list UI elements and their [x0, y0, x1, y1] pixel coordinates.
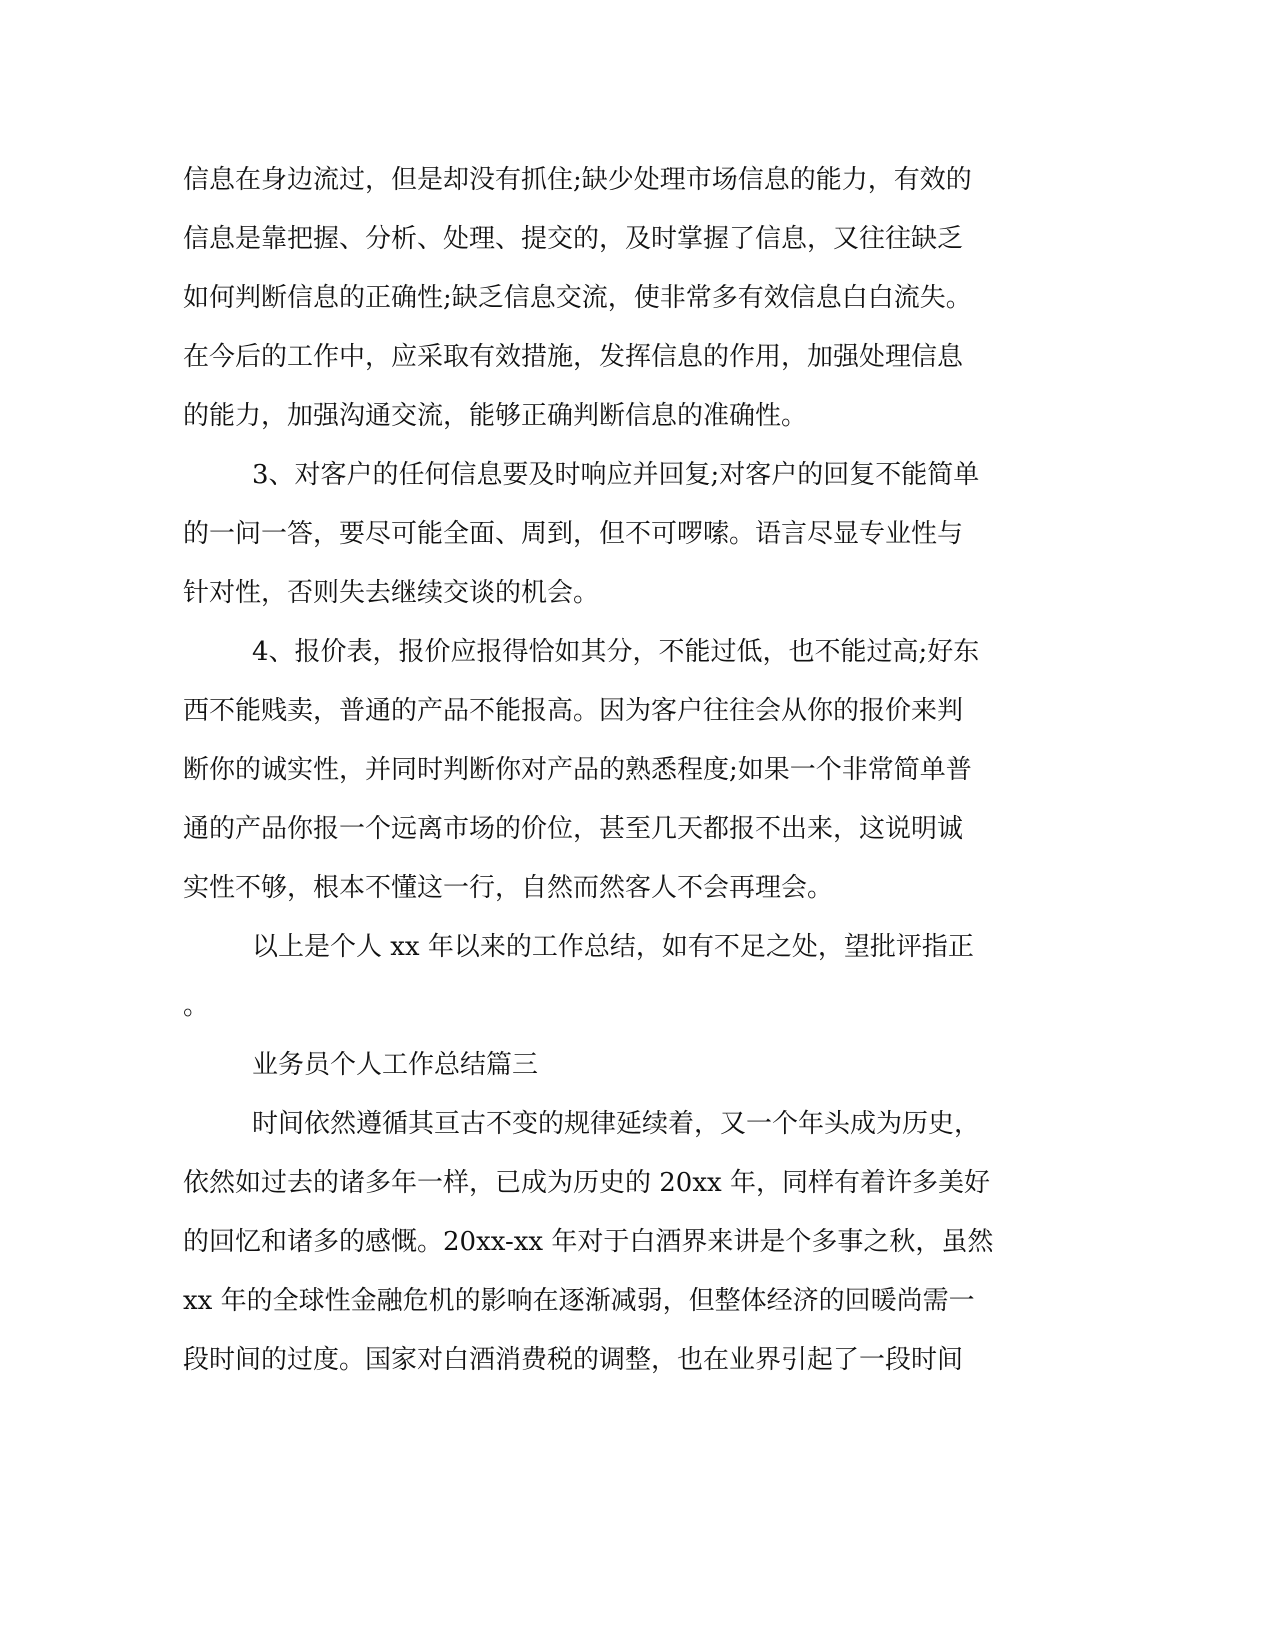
text-line: 依然如过去的诸多年一样，已成为历史的 20xx 年，同样有着许多美好 [183, 1168, 990, 1198]
text-line: 时间依然遵循其亘古不变的规律延续着，又一个年头成为历史， [252, 1109, 981, 1139]
text-line: 实性不够，根本不懂这一行，自然而然客人不会再理会。 [183, 873, 834, 903]
text-line: 4、报价表，报价应报得恰如其分，不能过低，也不能过高;好东 [252, 637, 980, 667]
text-line: 针对性，否则失去继续交谈的机会。 [183, 578, 600, 608]
section-heading: 业务员个人工作总结篇三 [252, 1050, 539, 1080]
text-line: 西不能贱卖，普通的产品不能报高。因为客户往往会从你的报价来判 [183, 696, 964, 726]
text-line: 的回忆和诸多的感慨。20xx-xx 年对于白酒界来讲是个多事之秋，虽然 [183, 1227, 994, 1257]
text-line: 以上是个人 xx 年以来的工作总结，如有不足之处，望批评指正 [252, 932, 974, 962]
text-line: 通的产品你报一个远离市场的价位，甚至几天都报不出来，这说明诚 [183, 814, 964, 844]
text-line: 3、对客户的任何信息要及时响应并回复;对客户的回复不能简单 [252, 460, 980, 490]
text-line: 信息在身边流过，但是却没有抓住;缺少处理市场信息的能力，有效的 [183, 165, 972, 195]
text-line: 断你的诚实性，并同时判断你对产品的熟悉程度;如果一个非常简单普 [183, 755, 972, 785]
text-line: 信息是靠把握、分析、处理、提交的，及时掌握了信息，又往往缺乏 [183, 224, 964, 254]
text-line: 在今后的工作中，应采取有效措施，发挥信息的作用，加强处理信息 [183, 342, 964, 372]
text-line: 如何判断信息的正确性;缺乏信息交流，使非常多有效信息白白流失。 [183, 283, 972, 313]
text-line: 的一问一答，要尽可能全面、周到，但不可啰嗦。语言尽显专业性与 [183, 519, 964, 549]
text-line: 。 [183, 991, 210, 1021]
text-line: 的能力，加强沟通交流，能够正确判断信息的准确性。 [183, 401, 808, 431]
text-line: 段时间的过度。国家对白酒消费税的调整，也在业界引起了一段时间 [183, 1345, 964, 1375]
text-line: xx 年的全球性金融危机的影响在逐渐减弱，但整体经济的回暖尚需一 [183, 1286, 975, 1316]
